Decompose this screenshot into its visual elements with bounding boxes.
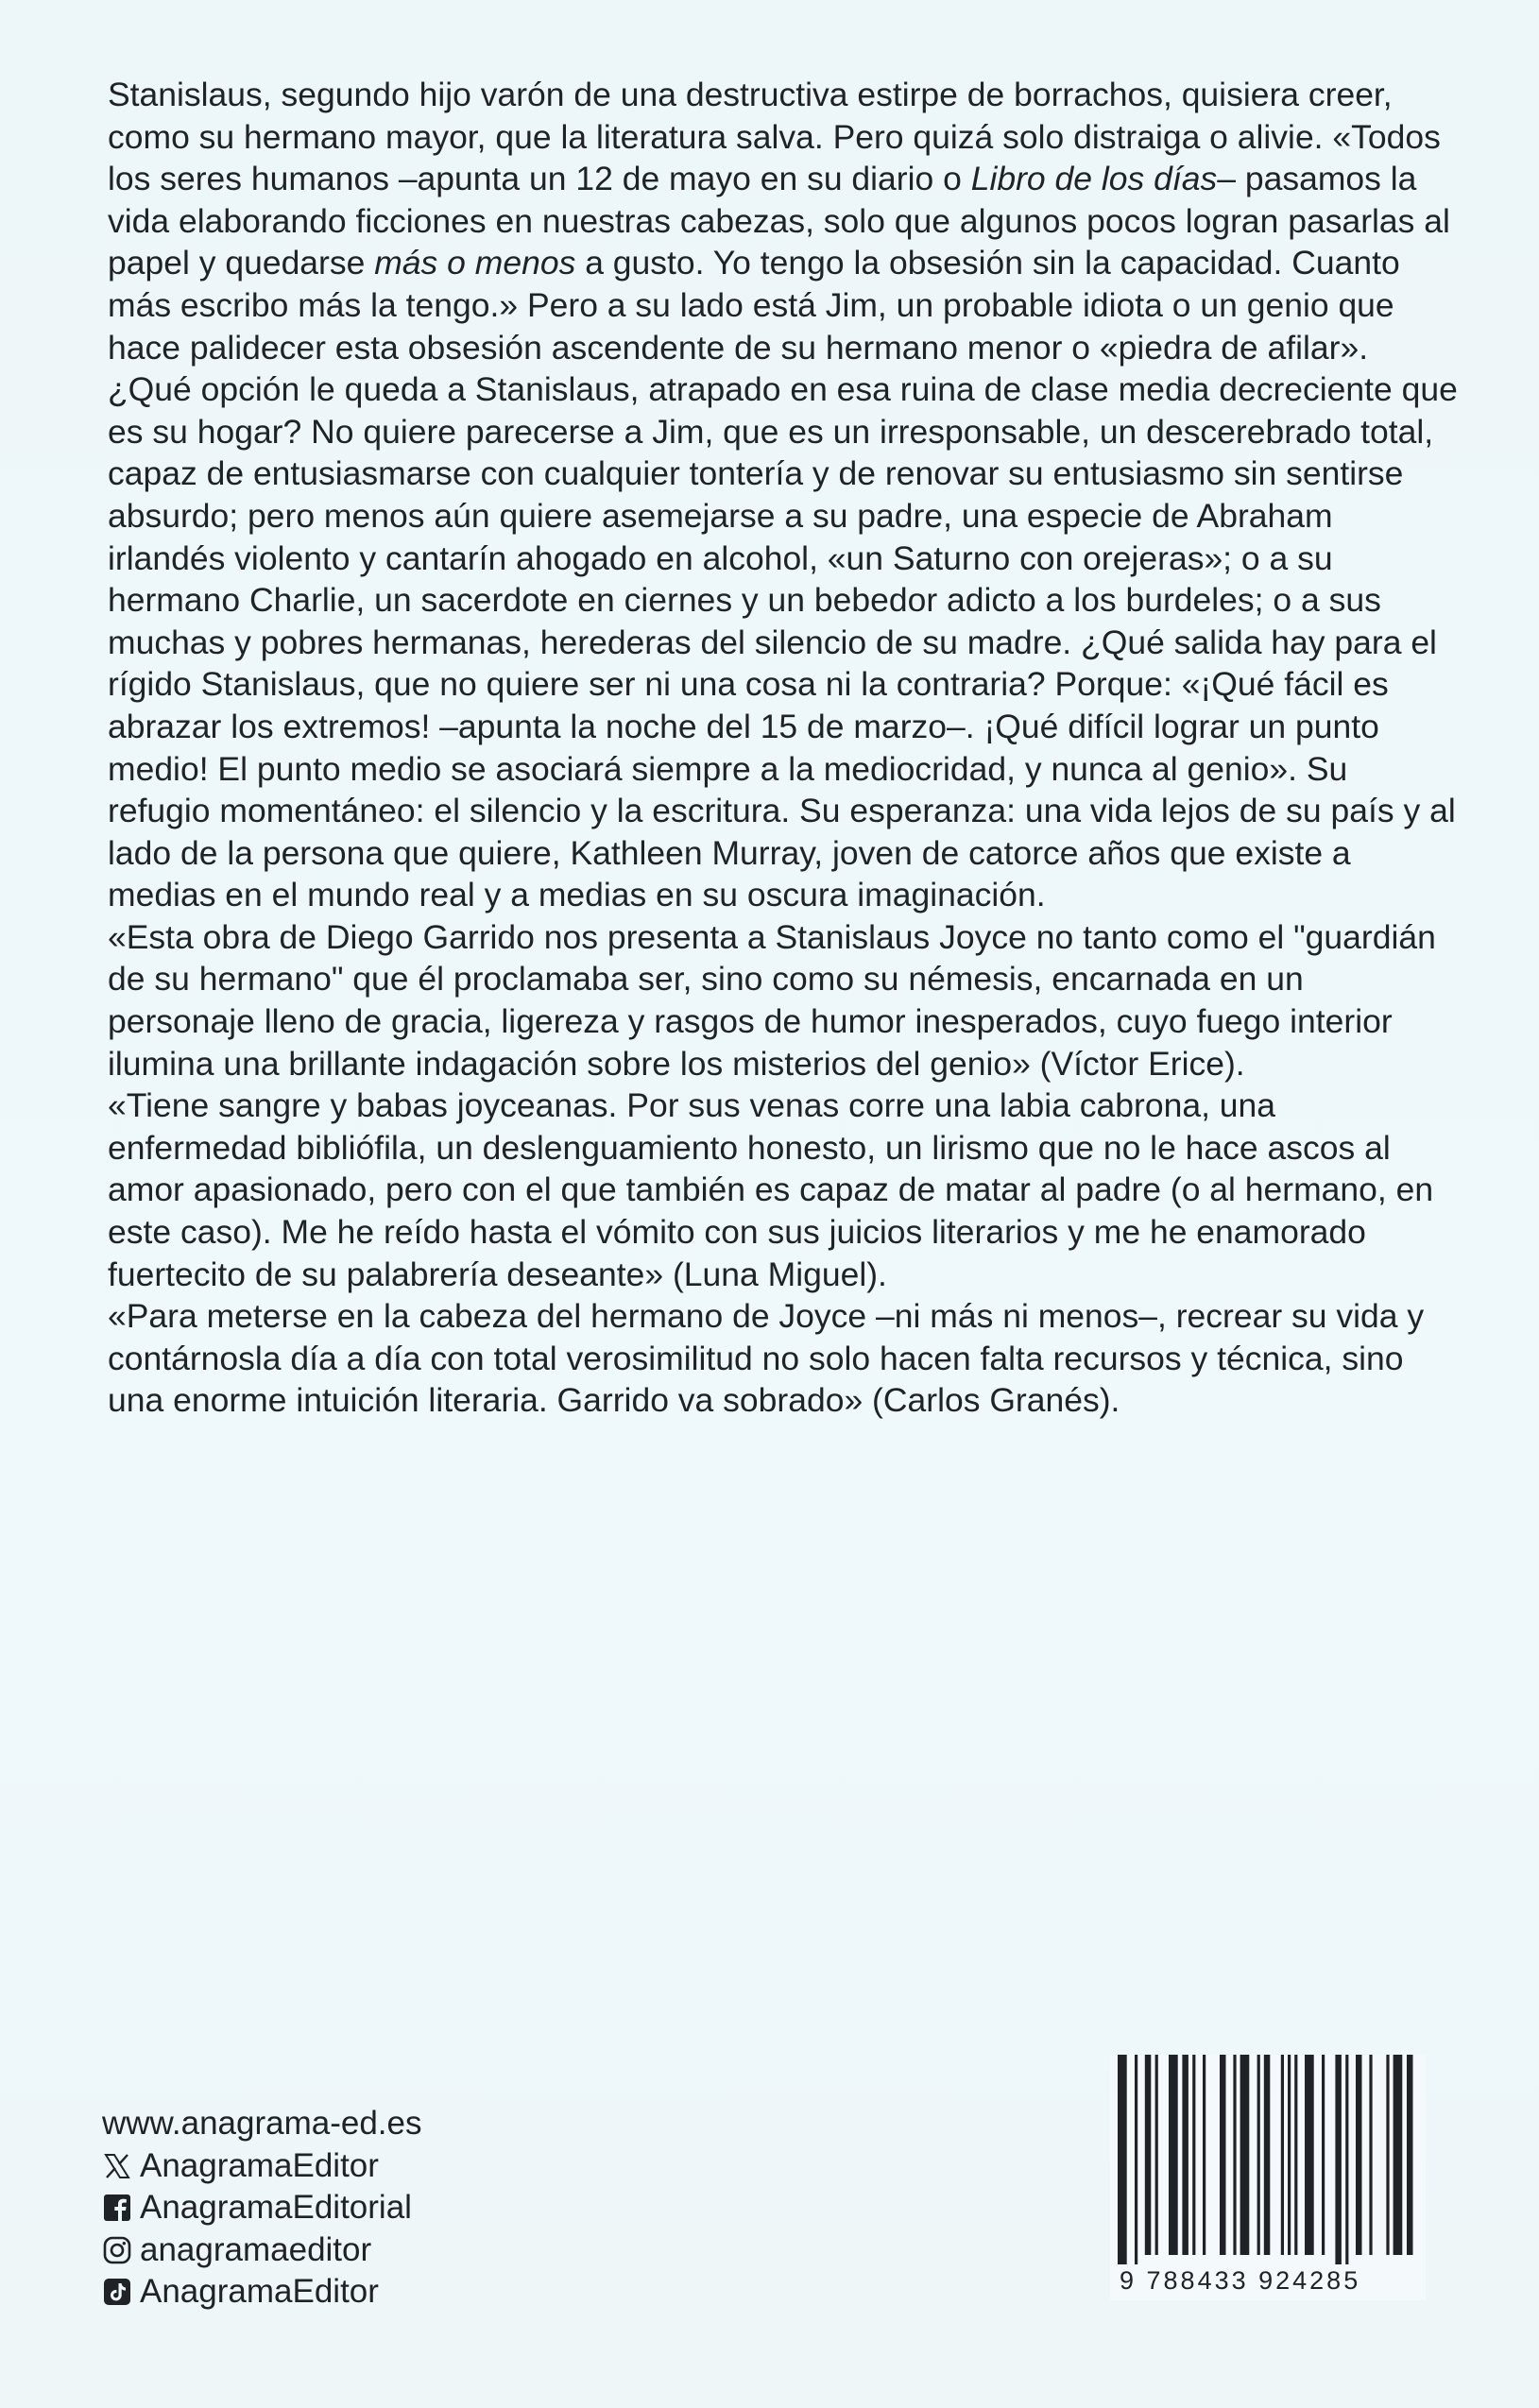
x-handle: AnagramaEditor xyxy=(140,2146,379,2184)
review-quote-miguel: «Tiene sangre y babas joyceanas. Por sus venas corre una labia cabrona, una enfermedad bibliófila, un deslenguamiento honesto, un lirismo que no le hace ascos al amor apasionado, pero con el que también es capaz de matar al padre (o al hermano, en este caso). Me he reído hasta el vómito con sus juicios literarios y me he enamorado fuertecito de su palabrería deseante» (Luna Miguel). xyxy=(108,1086,1434,1293)
x-link[interactable] xyxy=(102,2145,574,2188)
instagram-link[interactable] xyxy=(102,2229,574,2272)
isbn-number: 9 788433 924285 xyxy=(1120,2266,1361,2295)
isbn-barcode xyxy=(1110,2055,1426,2300)
tiktok-handle: AnagramaEditor xyxy=(140,2273,379,2310)
synopsis-paragraph xyxy=(108,74,1459,916)
barcode-bars xyxy=(1110,2055,1426,2264)
facebook-icon xyxy=(102,2193,132,2223)
publisher-contacts xyxy=(102,2103,574,2314)
synopsis-text-1: Stanislaus, segundo hijo varón de una destructiva estirpe de borrachos, quisiera creer, como su hermano mayor, que la literatura salva. Pero quizá solo distraiga o alivie. «Todos los seres humanos –apunta un 12 de mayo en su diario o xyxy=(108,76,1441,198)
tiktok-link[interactable] xyxy=(102,2271,574,2314)
blurb-text xyxy=(108,74,1459,1422)
instagram-handle: anagramaeditor xyxy=(140,2230,372,2268)
website-url: www.anagrama-ed.es xyxy=(102,2105,422,2142)
review-quote-erice: «Esta obra de Diego Garrido nos presenta a Stanislaus Joyce no tanto como el "guardián de su hermano" que él proclamaba ser, sino como su némesis, encarnada en un personaje lleno de gracia, ligereza y rasgos de humor inesperados, cuyo fuego interior ilumina una brillante indagación sobre los misterios del genio» (Víctor Erice). xyxy=(108,917,1436,1083)
diary-title: Libro de los días xyxy=(970,160,1218,198)
facebook-handle: AnagramaEditorial xyxy=(140,2189,412,2226)
facebook-link[interactable] xyxy=(102,2187,574,2229)
synopsis-text-3: a gusto. Yo tengo la obsesión sin la capacidad. Cuanto más escribo más la tengo.» Pero a su lado está Jim, un probable idiota o un genio que hace palidecer esta obsesión ascendente de su hermano menor o «piedra de afilar». ¿Qué opción le queda a Stanislaus, atrapado en esa ruina de clase media decreciente que es su hogar? No quiere parecerse a Jim, que es un irresponsable, un descerebrado total, capaz de entusiasmarse con cualquier tontería y de renovar su entusiasmo sin sentirse absurdo; pero menos aún quiere asemejarse a su padre, una especie de Abraham irlandés violento y cantarín ahogado en alcohol, «un Saturno con orejeras»; o a su hermano Charlie, un sacerdote en ciernes y un bebedor adicto a los burdeles; o a sus muchas y pobres hermanas, herederas del silencio de su madre. ¿Qué salida hay para el rígido Stanislaus, que no quiere ser ni una cosa ni la contraria? Porque: «¡Qué fácil es abrazar los extremos! –apunta la noche del 15 de marzo–. ¡Qué difícil lograr un punto medio! El punto medio se asociará siempre a la mediocridad, y nunca al genio». Su refugio momentáneo: el silencio y la escritura. Su esperanza: una vida lejos de su país y al lado de la persona que quiere, Kathleen Murray, joven de catorce años que existe a medias en el mundo real y a medias en su oscura imaginación. xyxy=(108,244,1458,914)
x-logo-icon xyxy=(102,2151,132,2181)
website-link[interactable] xyxy=(102,2103,574,2145)
tiktok-icon xyxy=(102,2277,132,2307)
synopsis-text-2: – pasamos la vida elaborando ficciones en nuestras cabezas, solo que algunos pocos logran pasarlas al papel y quedarse xyxy=(108,160,1450,282)
instagram-icon xyxy=(102,2235,132,2265)
review-quote-granes: «Para meterse en la cabeza del hermano de Joyce –ni más ni menos–, recrear su vida y contárnosla día a día con total verosimilitud no solo hacen falta recursos y técnica, sino una enorme intuición literaria. Garrido va sobrado» (Carlos Granés). xyxy=(108,1297,1425,1420)
emphasis-text: más o menos xyxy=(374,244,576,282)
